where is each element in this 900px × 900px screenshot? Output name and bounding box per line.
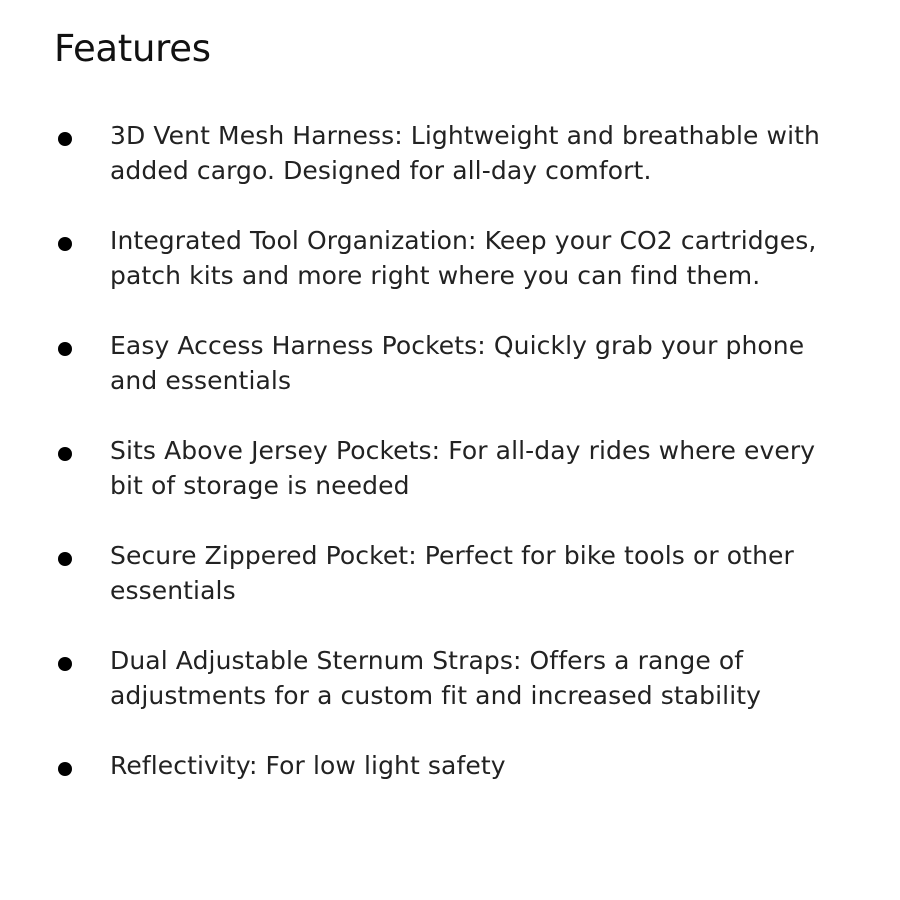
list-item <box>0 538 900 643</box>
feature-text: Easy Access Harness Pockets: Quickly grab your phone and essentials <box>110 331 805 395</box>
list-item <box>0 328 900 433</box>
feature-text: Reflectivity: For low light safety <box>110 751 506 780</box>
list-item <box>0 223 900 328</box>
bullet-icon <box>58 132 72 146</box>
bullet-icon <box>58 657 72 671</box>
bullet-icon <box>58 552 72 566</box>
list-item <box>0 643 900 748</box>
page-title: Features <box>54 27 211 70</box>
list-item <box>0 748 900 853</box>
feature-text: 3D Vent Mesh Harness: Lightweight and breathable with added cargo. Designed for all-day comfort. <box>110 121 820 185</box>
bullet-icon <box>58 237 72 251</box>
feature-list <box>0 118 900 853</box>
feature-text: Dual Adjustable Sternum Straps: Offers a range of adjustments for a custom fit and increased stability <box>110 646 762 710</box>
bullet-icon <box>58 447 72 461</box>
feature-text: Secure Zippered Pocket: Perfect for bike tools or other essentials <box>110 541 794 605</box>
list-item <box>0 118 900 223</box>
bullet-icon <box>58 762 72 776</box>
feature-text: Sits Above Jersey Pockets: For all-day rides where every bit of storage is needed <box>110 436 816 500</box>
bullet-icon <box>58 342 72 356</box>
feature-text: Integrated Tool Organization: Keep your CO2 cartridges, patch kits and more right where you can find them. <box>110 226 817 290</box>
list-item <box>0 433 900 538</box>
